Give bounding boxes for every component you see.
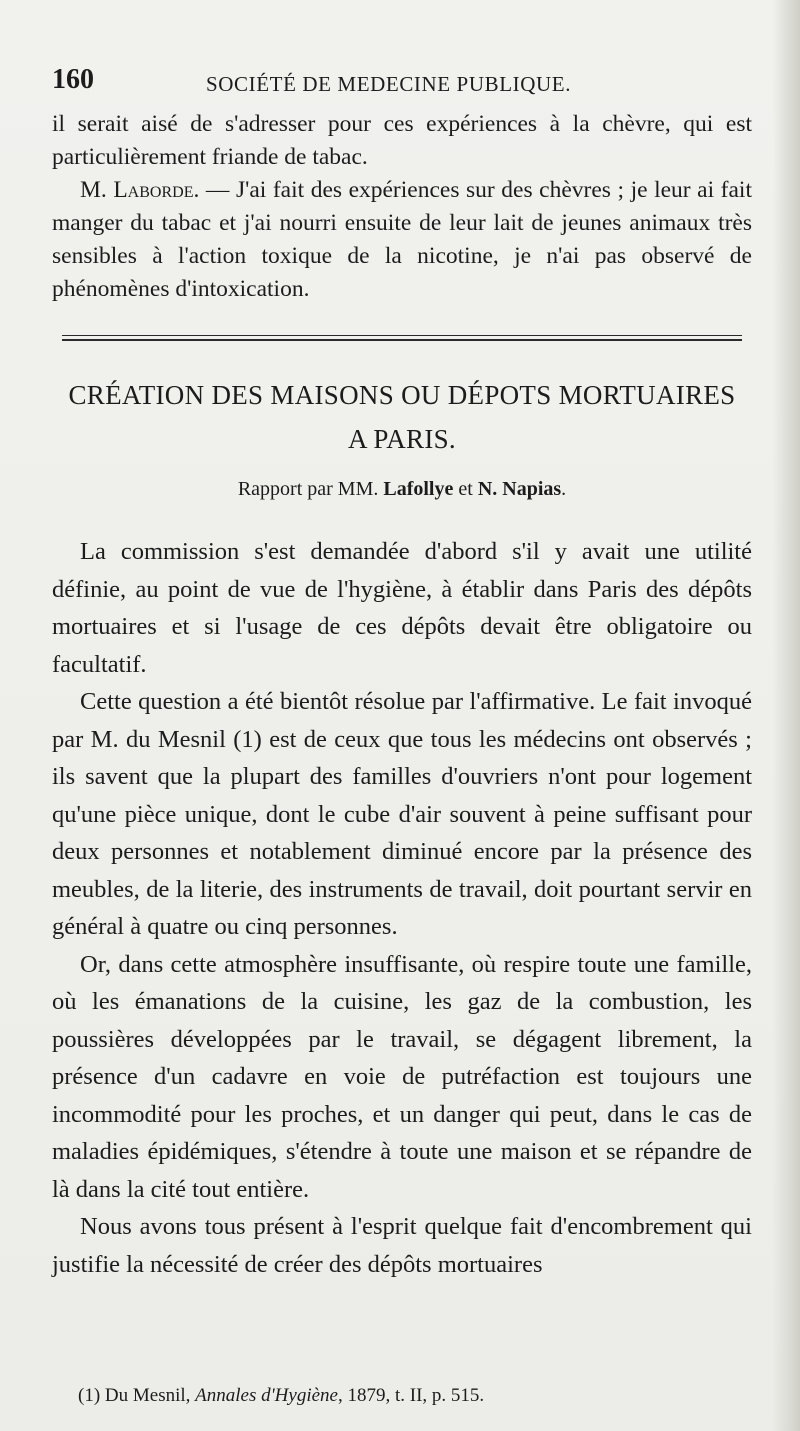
byline-mid: et	[453, 478, 478, 500]
author-lafollye: Lafollye	[383, 478, 454, 500]
footnote	[52, 1385, 752, 1407]
page-edge-shadow	[772, 0, 800, 1431]
speaker-prefix: M.	[80, 177, 114, 203]
paragraph-3: Or, dans cette atmosphère insuffisante, où respire toute une famille, où les émanations de la cuisine, les gaz de la combustion, les poussières développées par le travail, se dégagent librement, la présence d'un cadavre en voie de putréfaction est toujours une incommodité pour les proches, et un danger qui peut, dans le cas de maladies épidémiques, s'étendre à toute une maison et se répandre de là dans la cité tout entière.	[52, 950, 752, 1203]
section-title-line-1: CRÉATION DES MAISONS OU DÉPOTS MORTUAIRES	[68, 380, 736, 410]
section-title-line-2: A PARIS.	[348, 424, 456, 454]
section-divider-thin	[62, 335, 742, 336]
paragraph-1: La commission s'est demandée d'abord s'il y avait une utilité définie, au point de vue de l'hygiène, à établir dans Paris des dépôts mortuaires et si l'usage de ces dépôts devait être obligatoire ou facultatif.	[52, 538, 752, 678]
running-title: SOCIÉTÉ DE MEDECINE PUBLIQUE.	[206, 72, 572, 96]
paragraph-2: Cette question a été bientôt résolue par l'affirmative. Le fait invoqué par M. du Mesnil (1) est de ceux que tous les médecins ont observés ; ils savent que la plupart des familles d'ouvriers n'ont pour logement qu'une pièce unique, dont le cube d'air souvent à peine suffisant pour deux personnes et notablement diminué encore par la présence des meubles, de la literie, des instruments de travail, doit pourtant servir en général à quatre ou cinq personnes.	[52, 688, 752, 940]
byline-end: .	[561, 478, 567, 500]
byline-prefix: Rapport par MM.	[237, 478, 384, 500]
footnote-suffix: , 1879, t. II, p. 515.	[337, 1385, 485, 1406]
page-number: 160	[52, 64, 94, 95]
footnote-prefix: (1) Du Mesnil,	[78, 1385, 196, 1406]
speaker-name: Laborde.	[113, 177, 200, 203]
author-napias: N. Napias	[477, 478, 562, 500]
footnote-journal: Annales d'Hygiène	[195, 1385, 338, 1406]
byline	[52, 478, 752, 501]
section-divider-thick	[62, 339, 742, 341]
paragraph-4: Nous avons tous présent à l'esprit quelque fait d'encombrement qui justifie la nécessité de créer des dépôts mortuaires	[52, 1213, 752, 1278]
report-body	[52, 533, 752, 1283]
page-header	[52, 64, 752, 104]
intro-text	[52, 108, 752, 306]
intro-paragraph: il serait aisé de s'adresser pour ces expériences à la chèvre, qui est particulièrement friande de tabac.	[52, 111, 752, 170]
speaker-paragraph	[52, 174, 752, 306]
speaker-speech: — J'ai fait des expériences sur des chèvres ; je leur ai fait manger du tabac et j'ai nourri ensuite de leur lait de jeunes animaux très sensibles à l'action toxique de la nicotine, je n'ai pas observé de phénomènes d'intoxication.	[52, 177, 752, 302]
section-title	[52, 373, 752, 461]
